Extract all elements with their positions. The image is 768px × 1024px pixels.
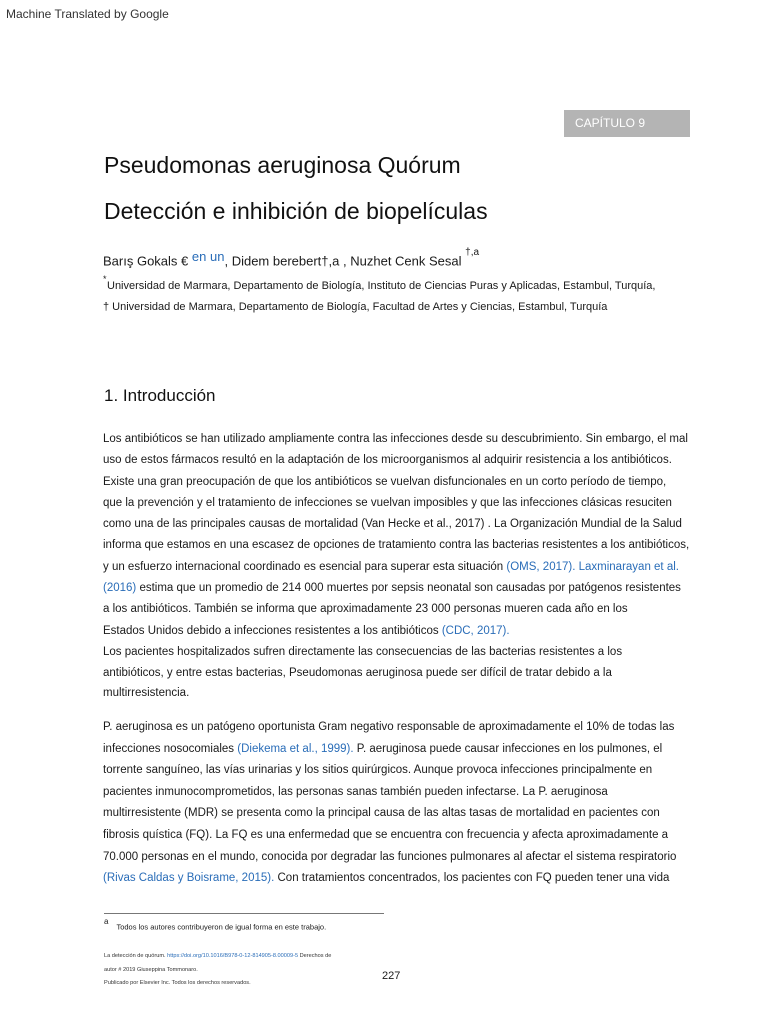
footnote-text: Todos los autores contribuyeron de igual forma en este trabajo. [116, 922, 327, 932]
text-segment: y un esfuerzo internacional coordinado es esencial para superar esta situación [103, 560, 507, 573]
publication-info-line-2: autor # 2019 Giuseppina Tommonaro. [104, 967, 198, 973]
citation-link-rivas-caldas[interactable]: (Rivas Caldas y Boisrame, 2015). [103, 872, 275, 885]
citation-link-2016[interactable]: (2016) [103, 582, 137, 595]
citation-link-cdc[interactable]: (CDC, 2017). [441, 624, 510, 637]
footnote [104, 919, 326, 932]
text-line: P. aeruginosa es un patógeno oportunista Gram negativo responsable de aproximadamente el 10% de todas las [103, 721, 675, 733]
text-line [103, 557, 689, 578]
chapter-title-line-2: Detección e inhibición de biopelículas [104, 198, 488, 224]
text-segment: Con tratamientos concentrados, los pacientes con FQ pueden tener una vida [274, 872, 670, 885]
author-3-mark: †,a [465, 247, 480, 258]
text-segment: infecciones nosocomiales [103, 742, 238, 755]
text-segment: estima que un promedio de 214 000 muertes por sepsis neonatal son causadas por patógenos resistentes [136, 582, 681, 595]
paragraph-1 [103, 429, 689, 642]
text-line: multirresistencia. [103, 687, 190, 700]
author-1-affiliation-link[interactable]: en un [191, 249, 225, 265]
text-line: como una de las principales causas de mortalidad (Van Hecke et al., 2017) . La Organización Mundial de la Salud [103, 518, 682, 531]
text-line: fibrosis quística (FQ). La FQ es una enfermedad que se encuentra con frecuencia y afecta aproximadamente a [103, 828, 669, 841]
text-segment: Estados Unidos debido a infecciones resistentes a los antibióticos [103, 624, 442, 637]
text-line: que la prevención y el tratamiento de infecciones se vuelvan imposibles y que las infecciones clásicas resuciten [103, 496, 672, 509]
text-line [103, 578, 689, 599]
author-3: Nuzhet Cenk Sesal [350, 253, 462, 269]
publication-info-line-1 [104, 953, 331, 959]
doi-link[interactable]: https://doi.org/10.1016/B978-0-12-814905-8.00009-5 [167, 953, 299, 959]
text-line [103, 739, 676, 761]
author-list [103, 247, 480, 269]
text-line [103, 621, 689, 642]
text-line [103, 868, 676, 890]
footnote-divider [104, 913, 384, 914]
text-segment: La detección de quórum. [104, 953, 168, 959]
text-segment: P. aeruginosa puede causar infecciones en los pulmones, el [353, 742, 663, 755]
section-heading-introduction: 1. Introducción [104, 386, 216, 405]
text-line: informa que estamos en una escasez de opciones de tratamiento contra las bacterias resistentes a los antibióticos, [103, 539, 690, 552]
chapter-badge: CAPÍTULO 9 [564, 110, 690, 137]
author-1: Barış Gokals € [103, 253, 189, 269]
text-segment: Derechos de [298, 953, 332, 959]
text-line: torrente sanguíneo, las vías urinarias y los sitios quirúrgicos. Aunque provoca infecciones principalmente en [103, 764, 653, 777]
chapter-title-line-1: Pseudomonas aeruginosa Quórum [104, 152, 461, 178]
citation-link-diekema[interactable]: (Diekema et al., 1999). [237, 742, 354, 755]
text-line: antibióticos, y entre estas bacterias, Pseudomonas aeruginosa puede ser difícil de tratar debido a la [103, 666, 612, 679]
text-line: Los pacientes hospitalizados sufren directamente las consecuencias de las bacterias resistentes a los [103, 646, 623, 658]
page-number: 227 [382, 970, 401, 982]
machine-translation-banner: Machine Translated by Google [6, 7, 169, 21]
paragraph-2 [103, 717, 676, 890]
text-line: Existe una gran preocupación de que los antibióticos se vuelvan disfuncionales en un corto período de tiempo, [103, 475, 667, 488]
publication-info-line-3: Publicado por Elsevier Inc. Todos los derechos reservados. [104, 980, 251, 986]
text-line: a los antibióticos. También se informa que aproximadamente 23 000 personas mueren cada año en los [103, 603, 628, 616]
paragraph-1-continued [103, 642, 622, 704]
author-2: Didem berebert†,a [231, 253, 340, 269]
affiliation-1-text: Universidad de Marmara, Departamento de Biología, Instituto de Ciencias Puras y Aplicadas, Estambul, Turquía, [107, 280, 656, 292]
text-line: multirresistente (MDR) se presenta como la principal causa de las altas tasas de mortalidad en pacientes con [103, 807, 660, 820]
affiliation-2: † Universidad de Marmara, Departamento de Biología, Facultad de Artes y Ciencias, Estambul, Turquía [103, 301, 608, 313]
footnote-mark: a [104, 917, 109, 926]
author-separator: , [224, 253, 229, 269]
citation-link-oms-laxminarayan[interactable]: (OMS, 2017). Laxminarayan et al. [506, 560, 679, 573]
text-line: pacientes inmunocomprometidos, las personas sanas también pueden infectarse. La P. aeruginosa [103, 785, 608, 798]
author-separator: , [342, 253, 347, 269]
text-line: uso de estos fármacos resultó en la adaptación de los microorganismos al adquirir resistencia a los antibióticos. [103, 454, 672, 467]
affiliation-1 [103, 274, 656, 292]
text-line: 70.000 personas en el mundo, conocida por degradar las funciones pulmonares al afectar el sistema respiratorio [103, 850, 677, 863]
text-line: Los antibióticos se han utilizado ampliamente contra las infecciones desde su descubrimiento. Sin embargo, el mal [103, 433, 688, 445]
affiliation-star-mark: * [103, 274, 107, 284]
